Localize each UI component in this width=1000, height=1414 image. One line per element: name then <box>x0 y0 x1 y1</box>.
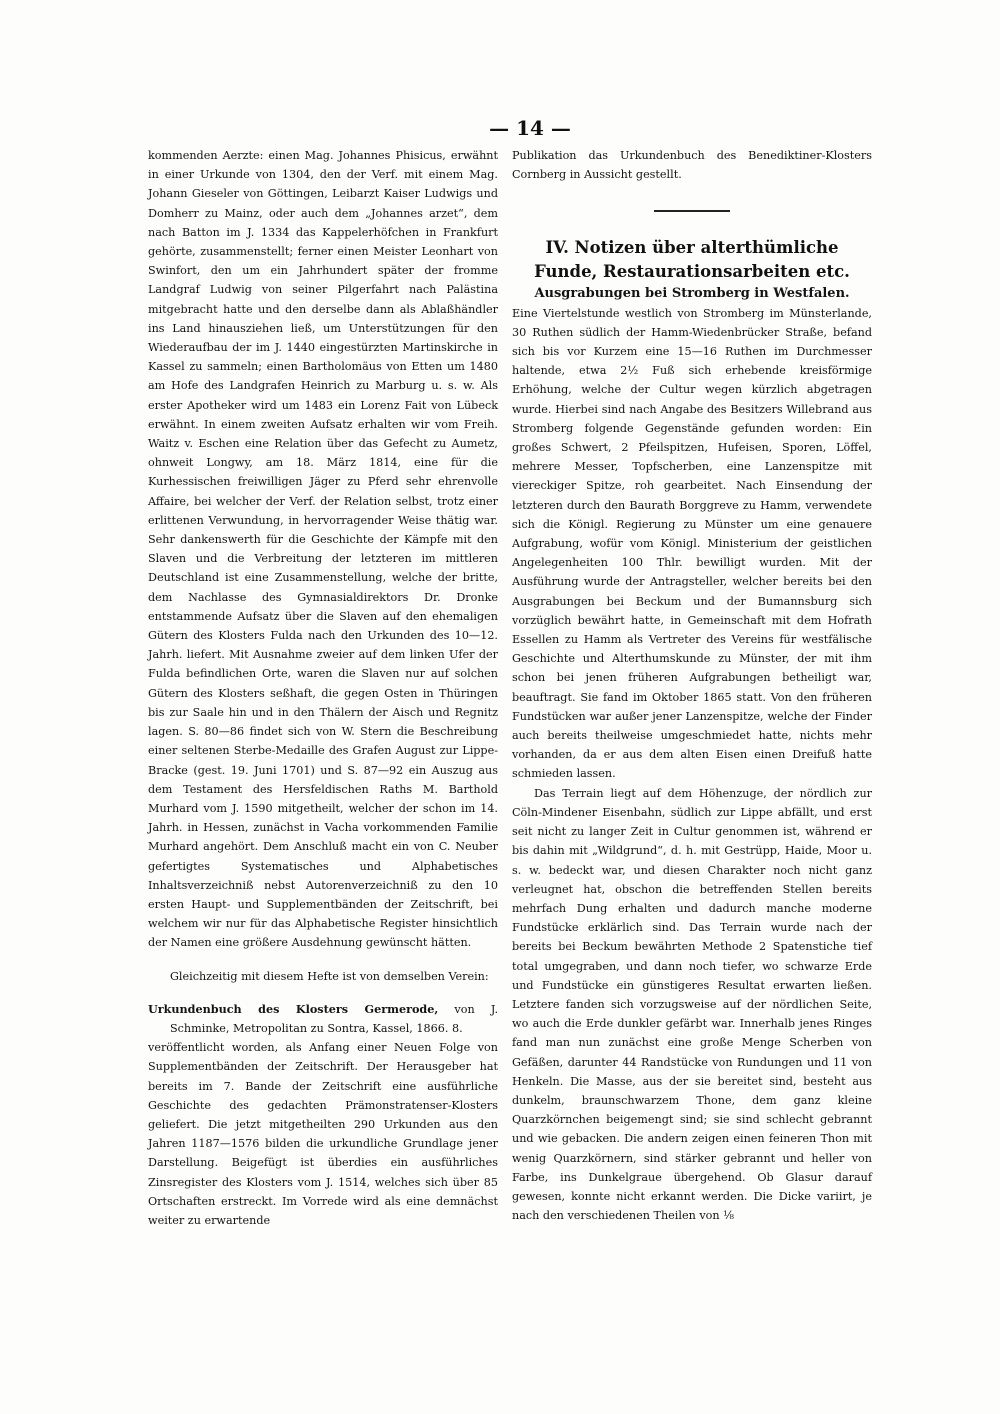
right-paragraph-2: Eine Viertelstunde westlich von Stromberg im Münsterlande, 30 Ruthen südlich der Hamm-Wiedenbrücker Straße, befand sich bis vor Kurzem eine 15—16 Ruthen im Durchmesser haltende, etwa 2½ Fuß sich erhebende kreisförmige Erhöhung, welche der Cultur wegen kürzlich abgetragen wurde. Hierbei sind nach Angabe des Besitzers Willebrand aus Stromberg folgende Gegenstände gefunden worden: Ein großes Schwert, 2 Pfeilspitzen, Hufeisen, Sporen, Löffel, mehrere Messer, Topfscherben, eine Lanzenspitze mit viereckiger Spitze, roh gearbeitet. Nach Einsendung der letzteren durch den Baurath Borggreve zu Hamm, verwendete sich die Königl. Regierung zu Münster um eine genauere Aufgrabung, wofür vom Königl. Ministerium der geistlichen Angelegenheiten 100 Thlr. bewilligt wurden. Mit der Ausführung wurde der Antragsteller, welcher bereits bei den Ausgrabungen bei Beckum und der Bumannsburg sich vorzüglich bewährt hatte, in Gemeinschaft mit dem Hofrath Essellen zu Hamm als Vertreter des Vereins für westfälische Geschichte und Alterthumskunde zu Münster, der mit ihm schon bei jenen früheren Aufgrabungen betheiligt war, beauftragt. Sie fand im Oktober 1865 statt. Von den früheren Fundstücken war außer jener Lanzenspitze, welche der Finder auch bereits theilweise umgeschmiedet hatte, nichts mehr vorhanden, da er aus dem alten Eisen einen Dreifuß hatte schmieden lassen. <box>512 306 872 781</box>
right-paragraph-1: Publikation das Urkundenbuch des Benediktiner-Klosters Cornberg in Aussicht gestellt. <box>512 149 872 182</box>
book-entry-title: Urkundenbuch des Klosters Germerode, <box>148 1001 439 1016</box>
section-heading: IV. Notizen über alterthümliche Funde, Restaurationsarbeiten etc. <box>534 238 850 282</box>
left-paragraph-2: Gleichzeitig mit diesem Hefte ist von demselben Verein: <box>170 969 489 983</box>
book-entry <box>148 1000 498 1038</box>
sub-heading: Ausgrabungen bei Stromberg in Westfalen. <box>534 286 850 302</box>
paragraph-gap <box>148 953 498 967</box>
section-divider <box>654 210 730 212</box>
left-column <box>148 146 498 1230</box>
right-column <box>512 146 872 1225</box>
paragraph-gap <box>148 986 498 1000</box>
book-entry-meta: von J. Schminke, Metropolitan zu Sontra, Kassel, 1866. 8. <box>170 1002 498 1035</box>
left-paragraph-3: veröffentlicht worden, als Anfang einer Neuen Folge von Supplementbänden der Zeitschrift. Der Herausgeber hat bereits im 7. Bande der Zeitschrift eine ausführliche Geschichte des gedachten Prämonstratenser-Klosters geliefert. Die jetzt mitgetheilten 290 Urkunden aus den Jahren 1187—1576 bilden die urkundliche Grundlage jener Darstellung. Beigefügt ist überdies ein ausführliches Zinsregister des Klosters vom J. 1514, welches sich über 85 Ortschaften erstreckt. Im Vorrede wird als eine demnächst weiter zu erwartende <box>148 1041 498 1227</box>
right-paragraph-3: Das Terrain liegt auf dem Höhenzuge, der nördlich zur Cöln-Mindener Eisenbahn, südlich zur Lippe abfällt, und erst seit nicht zu langer Zeit in Cultur genommen ist, während er bis dahin mit „Wildgrund“, d. h. mit Gestrüpp, Haide, Moor u. s. w. bedeckt war, und diesen Charakter noch nicht ganz verleugnet hat, obschon die betreffenden Stellen bereits mehrfach Dung erhalten und dadurch manche moderne Fundstücke erklärlich sind. Das Terrain wurde nach der bereits bei Beckum bewährten Methode 2 Spatenstiche tief total umgegraben, und dann noch tiefer, wo schwarze Erde und Fundstücke ein günstigeres Resultat erwarten ließen. Letztere fanden sich vorzugsweise auf der nördlichen Seite, wo auch die Erde dunkler gefärbt war. Innerhalb jenes Ringes fand man nun zunächst eine große Menge Scherben von Gefäßen, darunter 44 Randstücke von Rundungen und 11 von Henkeln. Die Masse, aus der sie bereitet sind, besteht aus dunkelm, braunschwarzem Thone, dem ganz kleine Quarzkörnchen beigemengt sind; sie sind schlecht gebrannt und wie gebacken. Die andern zeigen einen feineren Thon mit wenig Quarzkörnern, sind stärker gebrannt und heller von Farbe, ins Dunkelgraue übergehend. Ob Glasur darauf gewesen, konnte nicht erkannt werden. Die Dicke variirt, je nach den verschiedenen Theilen von ⅛ <box>512 786 872 1223</box>
left-paragraph-1: kommenden Aerzte: einen Mag. Johannes Phisicus, erwähnt in einer Urkunde von 1304, den der Verf. mit einem Mag. Johann Gieseler von Göttingen, Leibarzt Kaiser Ludwigs und Domherr zu Mainz, oder auch dem „Johannes arzet“, dem nach Batton im J. 1334 das Kappelerhöfchen in Frankfurt gehörte, zusammenstellt; ferner einen Meister Leonhart von Swinfort, den um ein Jahrhundert später der fromme Landgraf Ludwig von seiner Pilgerfahrt nach Palästina mitgebracht hatte und den derselbe dann als Ablaßhändler ins Land hinausziehen ließ, um Unterstützungen für den Wiederaufbau der im J. 1440 eingestürzten Martinskirche in Kassel zu sammeln; einen Bartholomäus von Etten um 1480 am Hofe des Landgrafen Heinrich zu Marburg u. s. w. Als erster Apotheker wird um 1483 ein Lorenz Fait von Lübeck erwähnt. In einem zweiten Aufsatz erhalten wir vom Freih. Waitz v. Eschen eine Relation über das Gefecht zu Aumetz, ohnweit Longwy, am 18. März 1814, eine für die Kurhessischen freiwilligen Jäger zu Pferd sehr ehrenvolle Affaire, bei welcher der Verf. der Relation selbst, trotz einer erlittenen Verwundung, in hervorragender Weise thätig war. Sehr dankenswerth für die Geschichte der Kämpfe mit den Slaven und die Verbreitung der letzteren im mittleren Deutschland ist eine Zusammenstellung, welche der britte, dem Nachlasse des Gymnasialdirektors Dr. Dronke entstammende Aufsatz über die Slaven auf den ehemaligen Gütern des Klosters Fulda nach den Urkunden des 10—12. Jahrh. liefert. Mit Ausnahme zweier auf dem linken Ufer der Fulda befindlichen Orte, waren die Slaven nur auf solchen Gütern des Klosters seßhaft, die gegen Osten in Thüringen bis zur Saale hin und in den Thälern der Aisch und Regnitz lagen. S. 80—86 findet sich von W. Stern die Beschreibung einer seltenen Sterbe-Medaille des Grafen August zur Lippe-Bracke (gest. 19. Juni 1701) und S. 87—92 ein Auszug aus dem Testament des Hersfeldischen Raths M. Barthold Murhard vom J. 1590 mitgetheilt, welcher der schon im 14. Jahrh. in Hessen, zunächst in Vacha vorkommenden Familie Murhard angehört. Dem Anschluß macht ein von C. Neuber gefertigtes Systematisches und Alphabetisches Inhaltsverzeichniß nebst Autorenverzeichniß zu den 10 ersten Haupt- und Supplementbänden der Zeitschrift, bei welchem wir nur für das Alphabetische Register hinsichtlich der Namen eine größere Ausdehnung gewünscht hätten. <box>148 149 498 950</box>
page-number: — 14 — <box>489 116 571 140</box>
